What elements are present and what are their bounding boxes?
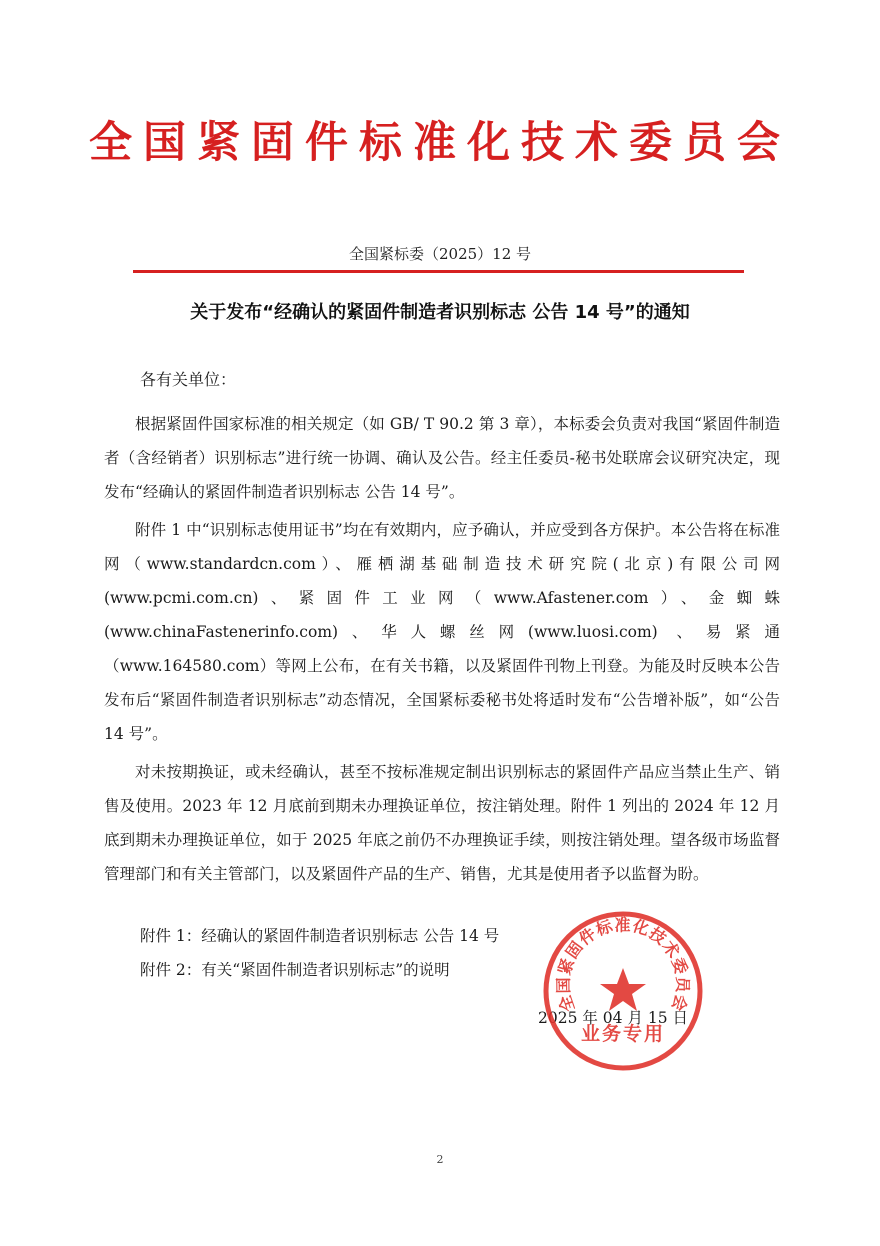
attachment-item-1: 附件 1：经确认的紧固件制造者识别标志 公告 14 号 (140, 927, 500, 945)
notice-body (104, 407, 780, 895)
body-paragraph-2: 附件 1 中“识别标志使用证书”均在有效期内，应予确认，并应受到各方保护。本公告将在标准网（www.standardcn.com）、雁栖湖基础制造技术研究院(北京)有限公司网(www.pcmi.com.cn)、紧固件工业网（www.Afastener.com）、金蜘蛛(www.chinaFastenerinfo.com)、华人螺丝网(www.luosi.com) 、易紧通（www.164580.com）等网上公布，在有关书籍，以及紧固件刊物上刊登。为能及时反映本公告发布后“紧固件制造者识别标志”动态情况，全国紧标委秘书处将适时发布“公告增补版”，如“公告 14 号”。 (104, 521, 780, 743)
star-icon (600, 968, 646, 1011)
body-paragraph-1: 根据紧固件国家标准的相关规定（如 GB/ T 90.2 第 3 章），本标委会负责对我国“紧固件制造者（含经销者）识别标志”进行统一协调、确认及公告。经主任委员-秘书处联席会议研究决定，现发布“经确认的紧固件制造者识别标志 公告 14 号”。 (104, 415, 780, 501)
official-seal (542, 910, 704, 1072)
organization-title: 全国紧固件标准化技术委员会 (89, 118, 791, 168)
seal-bottom-text: 业务专用 (580, 1023, 666, 1045)
seal-ring-text: 全国紧固件标准化技术委员会 (553, 915, 693, 1015)
header-divider (133, 270, 744, 273)
document-number: 全国紧标委（2025）12 号 (348, 245, 532, 263)
notice-title: 关于发布“经确认的紧固件制造者识别标志 公告 14 号”的通知 (190, 302, 690, 323)
body-paragraph-3: 对未按期换证，或未经确认，甚至不按标准规定制出识别标志的紧固件产品应当禁止生产、销售及使用。2023 年 12 月底前到期未办理换证单位，按注销处理。附件 1 列出的 2024 年 12 月底到期未办理换证单位，如于 2025 年底之前仍不办理换证手续，则按注销处理。望各级市场监督管理部门和有关主管部门，以及紧固件产品的生产、销售，尤其是使用者予以监督为盼。 (104, 763, 780, 883)
attachment-item-2: 附件 2：有关“紧固件制造者识别标志”的说明 (140, 961, 450, 979)
page-number: 2 (436, 1153, 444, 1166)
salutation: 各有关单位： (140, 370, 237, 389)
attachment-list (140, 919, 499, 987)
signature-date: 2025 年 04 月 15 日 (538, 1009, 689, 1027)
